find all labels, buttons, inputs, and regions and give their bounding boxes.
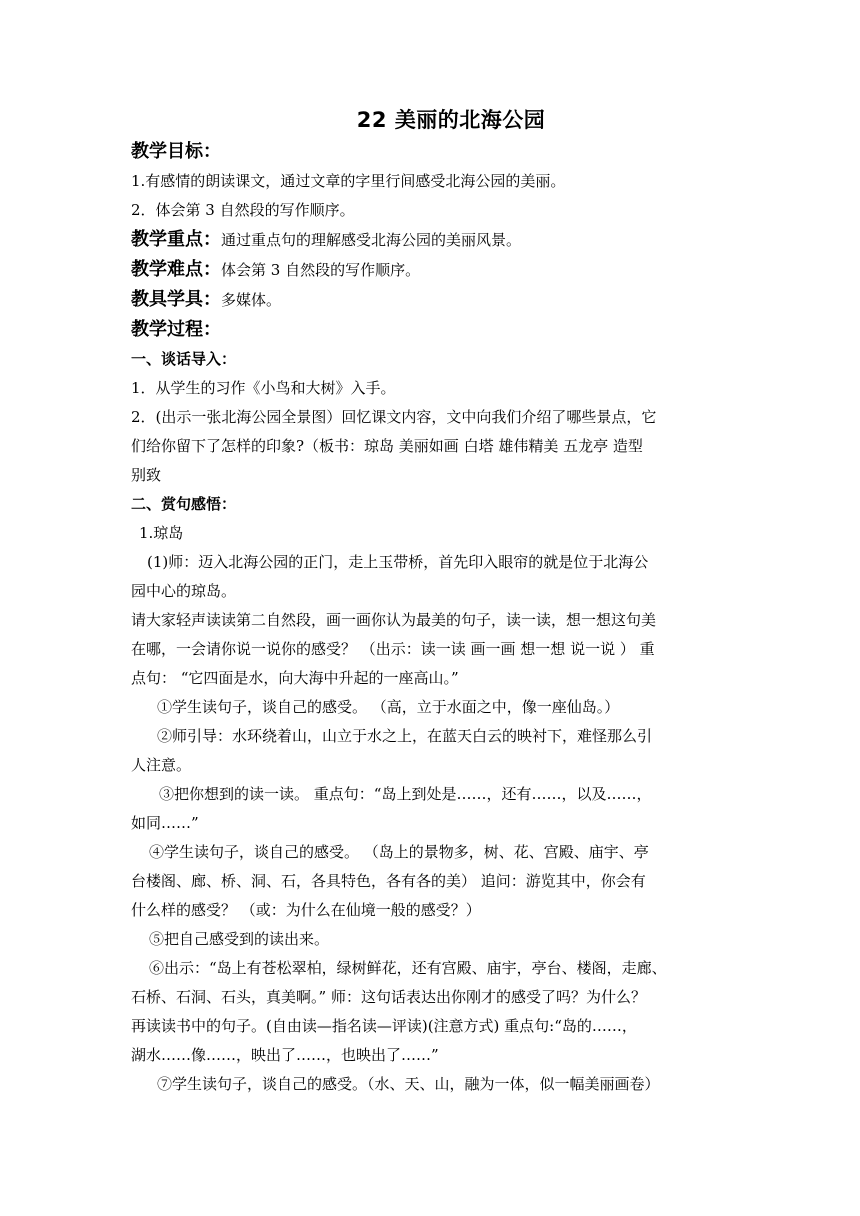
section2-heading: 二、赏句感悟： (131, 495, 237, 513)
section1-heading: 一、谈话导入： (131, 350, 237, 368)
paragraph-line: 请大家轻声读读第二自然段，画一画你认为最美的句子，读一读，想一想这句美 (131, 611, 657, 629)
goals-section (131, 137, 731, 167)
key-point-row (131, 225, 731, 255)
paragraph-line: 1．从学生的习作《小鸟和大树》入手。 (131, 379, 396, 397)
paragraph-line: 湖水……像……，映出了……，也映出了……” (131, 1046, 439, 1064)
paragraph-line: 人注意。 (131, 756, 192, 774)
paragraph-line: 们给你留下了怎样的印象?（板书：琼岛 美丽如画 白塔 雄伟精美 五龙亭 造型 (131, 437, 643, 455)
paragraph-line: ③把你想到的读一读。 重点句：“岛上到处是……，还有……，以及……， (159, 785, 652, 803)
paragraph-line: 别致 (131, 466, 162, 484)
paragraph-line: 2．(出示一张北海公园全景图）回忆课文内容，文中向我们介绍了哪些景点，它 (131, 408, 657, 426)
section1-heading-row (131, 345, 731, 374)
subsection-title: 1.琼岛 (139, 524, 184, 542)
paragraph-line: 如同……” (131, 814, 199, 832)
paragraph-line: 点句： “它四面是水，向大海中升起的一座高山。” (131, 669, 459, 687)
difficulty-text: 体会第 3 自然段的写作顺序。 (221, 261, 421, 279)
page-title: 22 美丽的北海公园 (356, 108, 546, 132)
paragraph-line: 园中心的琼岛。 (131, 582, 237, 600)
paragraph-line: ⑥出示：“岛上有苍松翠柏，绿树鲜花，还有宫殿、庙宇，亭台、楼阁，走廊、 (149, 959, 667, 977)
difficulty-label: 教学难点： (131, 259, 221, 280)
paragraph-line: 再读读书中的句子。(自由读—指名读—评读)(注意方式) 重点句:“岛的……， (131, 1017, 637, 1035)
goal-item: 2．体会第 3 自然段的写作顺序。 (131, 201, 355, 219)
tools-text: 多媒体。 (221, 291, 282, 309)
paragraph-line: 台楼阁、廊、桥、洞、石，各具特色，各有各的美） 追问：游览其中，你会有 (131, 872, 646, 890)
paragraph-line: 石桥、石洞、石头，真美啊。” 师：这句话表达出你刚才的感受了吗？为什么？ (131, 988, 646, 1006)
difficulty-row (131, 255, 731, 285)
tools-row (131, 285, 731, 315)
document-content (131, 103, 731, 1099)
tools-label: 教具学具： (131, 289, 221, 310)
process-heading-row (131, 315, 731, 345)
paragraph-line: 在哪，一会请你说一说你的感受？ （出示：读一读 画一画 想一想 说一说 ） 重 (131, 640, 655, 658)
paragraph-line: ②师引导：水环绕着山，山立于水之上，在蓝天白云的映衬下，难怪那么引 (157, 727, 653, 745)
paragraph-line: (1)师：迈入北海公园的正门，走上玉带桥，首先印入眼帘的就是位于北海公 (147, 553, 649, 571)
process-heading: 教学过程： (131, 319, 221, 340)
goal-item: 1.有感情的朗读课文，通过文章的字里行间感受北海公园的美丽。 (131, 172, 566, 190)
key-point-text: 通过重点句的理解感受北海公园的美丽风景。 (221, 231, 522, 249)
paragraph-line: ⑦学生读句子，谈自己的感受。（水、天、山，融为一体，似一幅美丽画卷） (157, 1075, 660, 1093)
section2-heading-row (131, 490, 731, 519)
key-point-label: 教学重点： (131, 229, 221, 250)
paragraph-line: 什么样的感受？ （或：为什么在仙境一般的感受？） (131, 901, 481, 919)
paragraph-line: ⑤把自己感受到的读出来。 (149, 930, 330, 948)
paragraph-line: ①学生读句子，谈自己的感受。 （高，立于水面之中，像一座仙岛。） (157, 698, 620, 716)
goals-heading: 教学目标： (131, 141, 221, 162)
paragraph-line: ④学生读句子，谈自己的感受。 （岛上的景物多，树、花、宫殿、庙宇、亭 (149, 843, 649, 861)
